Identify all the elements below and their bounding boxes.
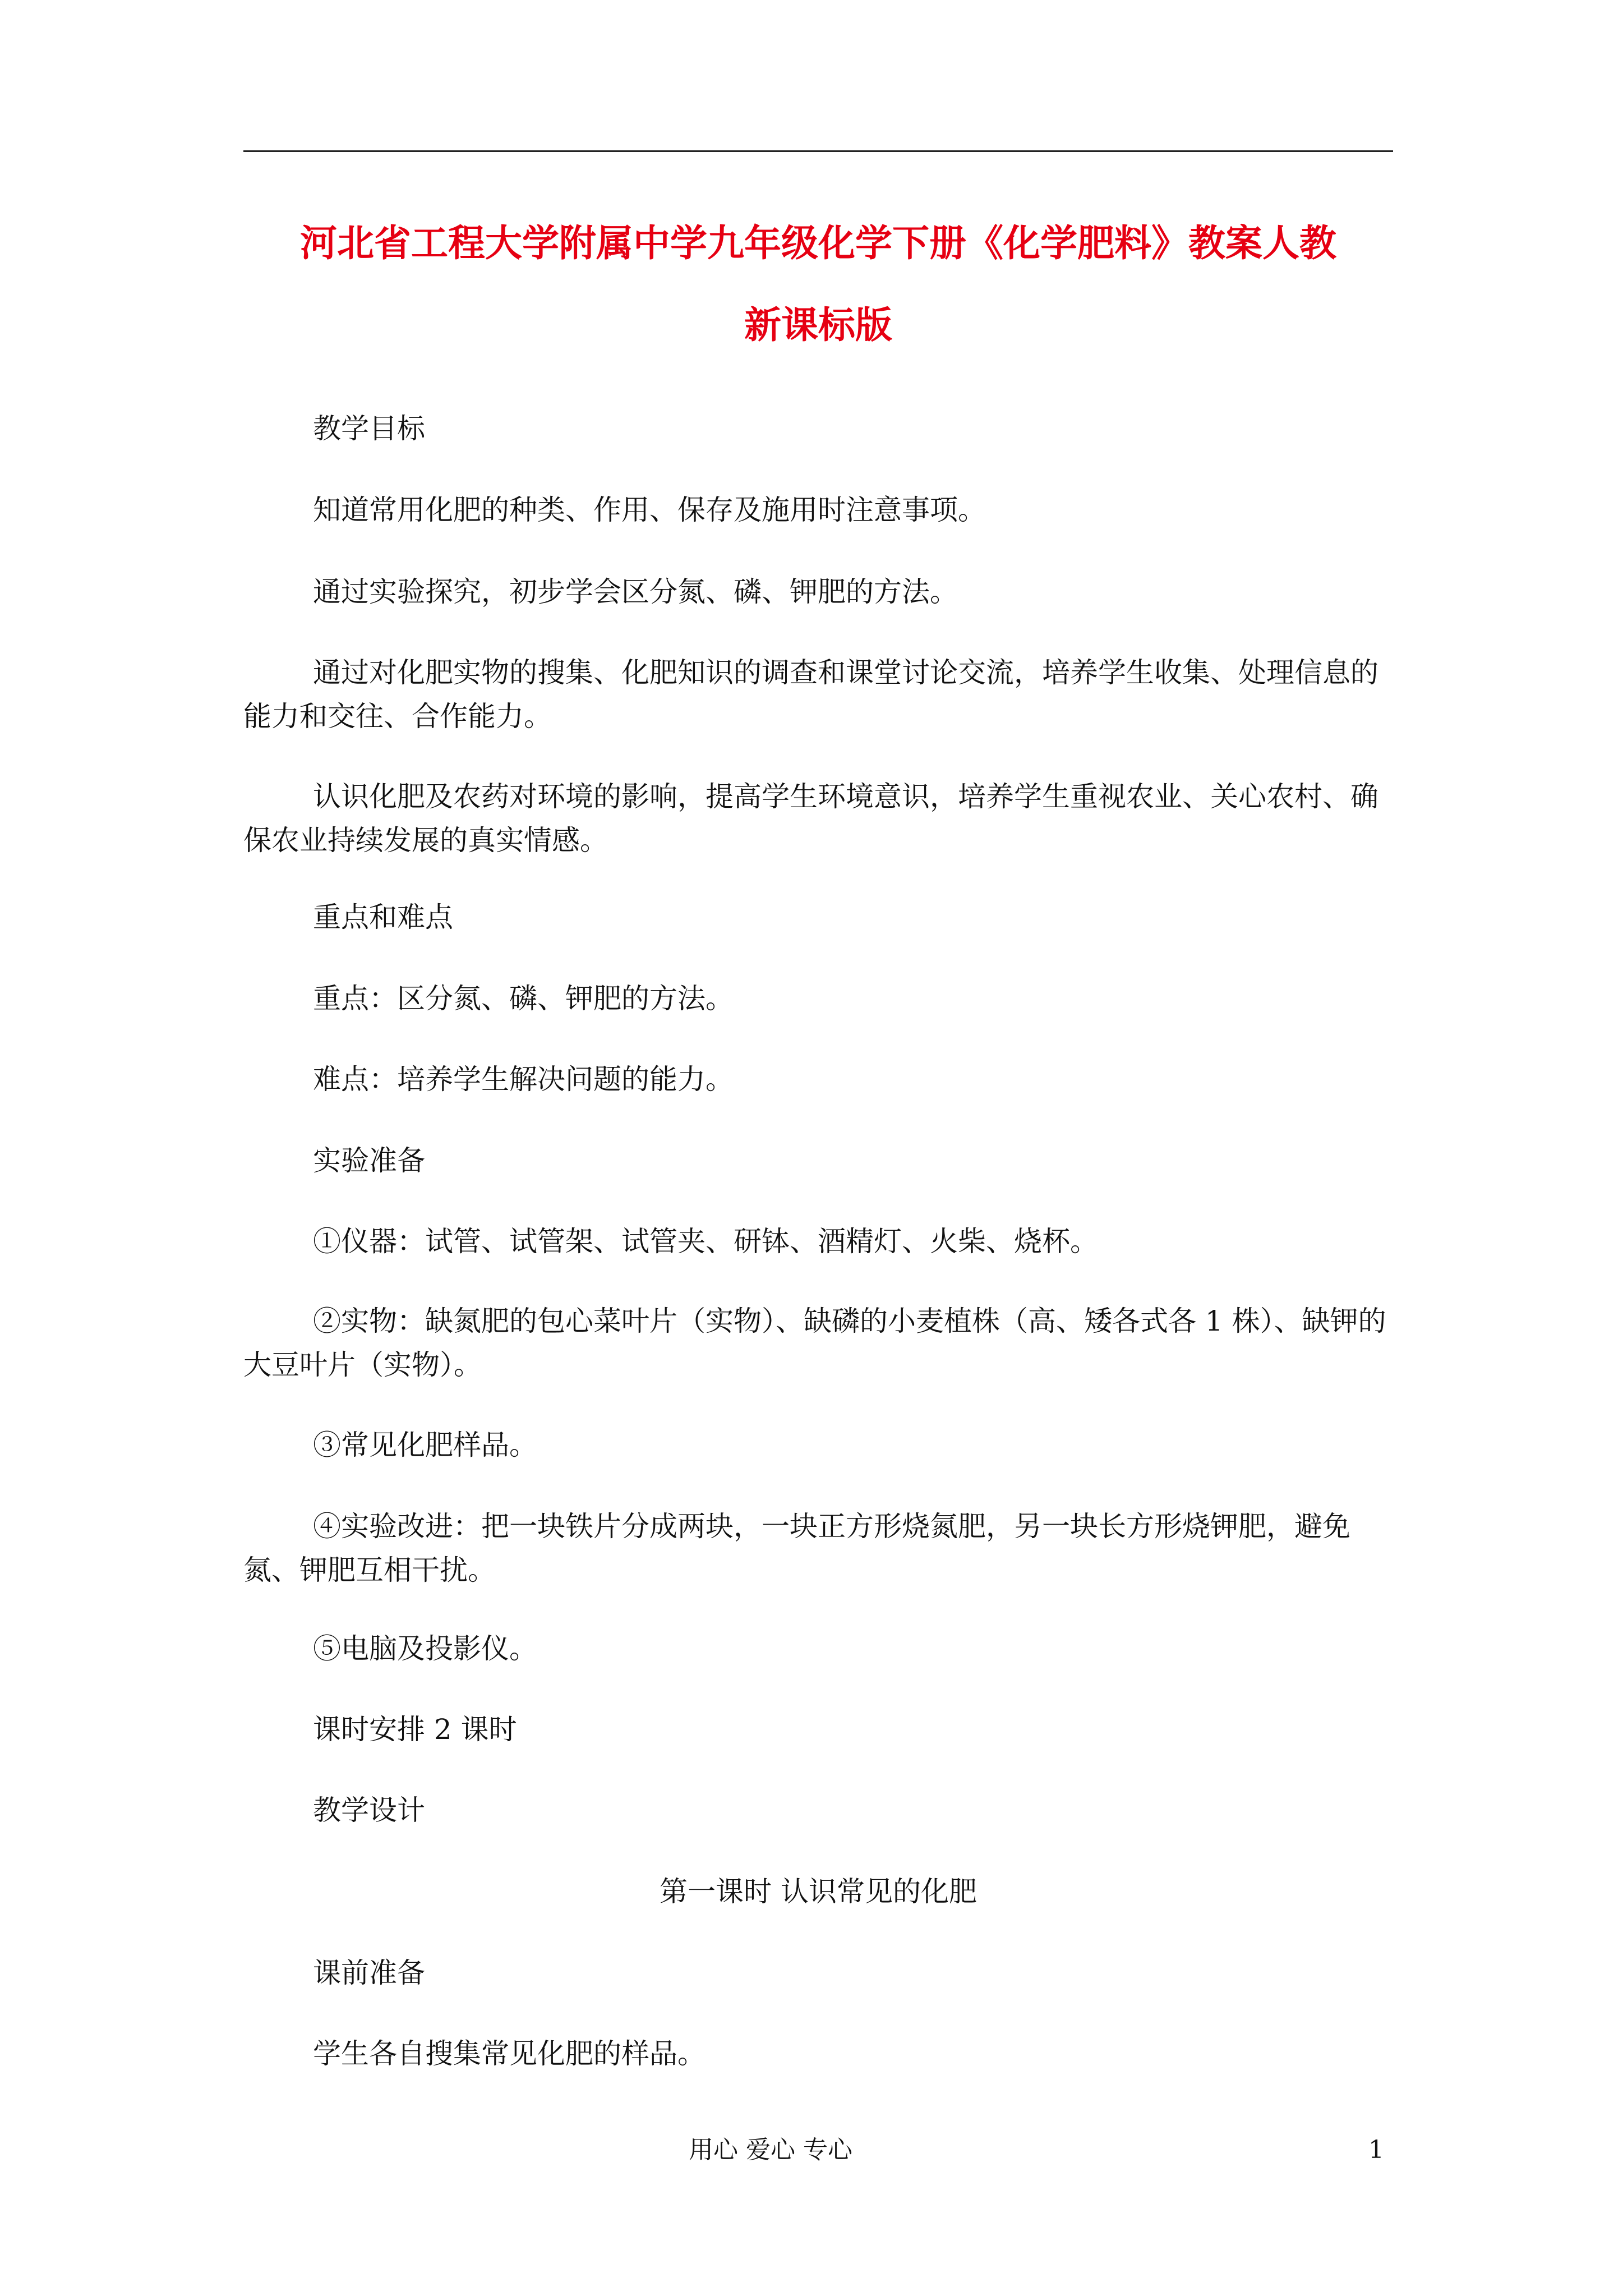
paragraph-difficult-point: 难点：培养学生解决问题的能力。 [313,1063,734,1096]
section-heading-pre-class: 课前准备 [313,1957,425,1989]
paragraph-prep-improvement: ④实验改进：把一块铁片分成两块，一块正方形烧氮肥，另一块长方形烧钾肥，避免氮、钾肥互相干扰。 [243,1510,1350,1586]
footer-motto: 用心 爱心 专心 [689,2136,852,2164]
paragraph-goal-1: 知道常用化肥的种类、作用、保存及施用时注意事项。 [313,494,986,526]
paragraph-prep-instruments: ①仪器：试管、试管架、试管夹、研钵、酒精灯、火柴、烧杯。 [313,1225,1098,1258]
paragraph-goal-2: 通过实验探究，初步学会区分氮、磷、钾肥的方法。 [313,576,958,608]
paragraph-prep-fertilizers: ③常见化肥样品。 [313,1429,537,1461]
paragraph-goal-3: 通过对化肥实物的搜集、化肥知识的调查和课堂讨论交流，培养学生收集、处理信息的能力和交往、合作能力。 [243,656,1378,733]
paragraph-goal-4: 认识化肥及农药对环境的影响，提高学生环境意识，培养学生重视农业、关心农村、确保农业持续发展的真实情感。 [243,780,1378,857]
paragraph-key-point: 重点：区分氮、磷、钾肥的方法。 [313,982,734,1015]
section-heading-goals: 教学目标 [313,412,425,445]
paragraph-prep-samples: ②实物：缺氮肥的包心菜叶片（实物）、缺磷的小麦植株（高、矮各式各 1 株）、缺钾的大豆叶片（实物）。 [243,1305,1386,1381]
header-rule [243,150,1393,152]
section-heading-preparation: 实验准备 [313,1144,425,1177]
lesson-1-title: 第一课时 认识常见的化肥 [660,1875,977,1908]
page-number: 1 [1368,2136,1384,2164]
paragraph-pre-class: 学生各自搜集常见化肥的样品。 [313,2037,706,2070]
paragraph-prep-equipment: ⑤电脑及投影仪。 [313,1632,537,1665]
paragraph-schedule: 课时安排 2 课时 [313,1713,517,1746]
document-title-line-2: 新课标版 [744,303,892,347]
section-heading-design: 教学设计 [313,1794,425,1826]
section-heading-key-points: 重点和难点 [313,901,453,933]
document-title-line-1: 河北省工程大学附属中学九年级化学下册《化学肥料》教案人教 [300,221,1336,265]
